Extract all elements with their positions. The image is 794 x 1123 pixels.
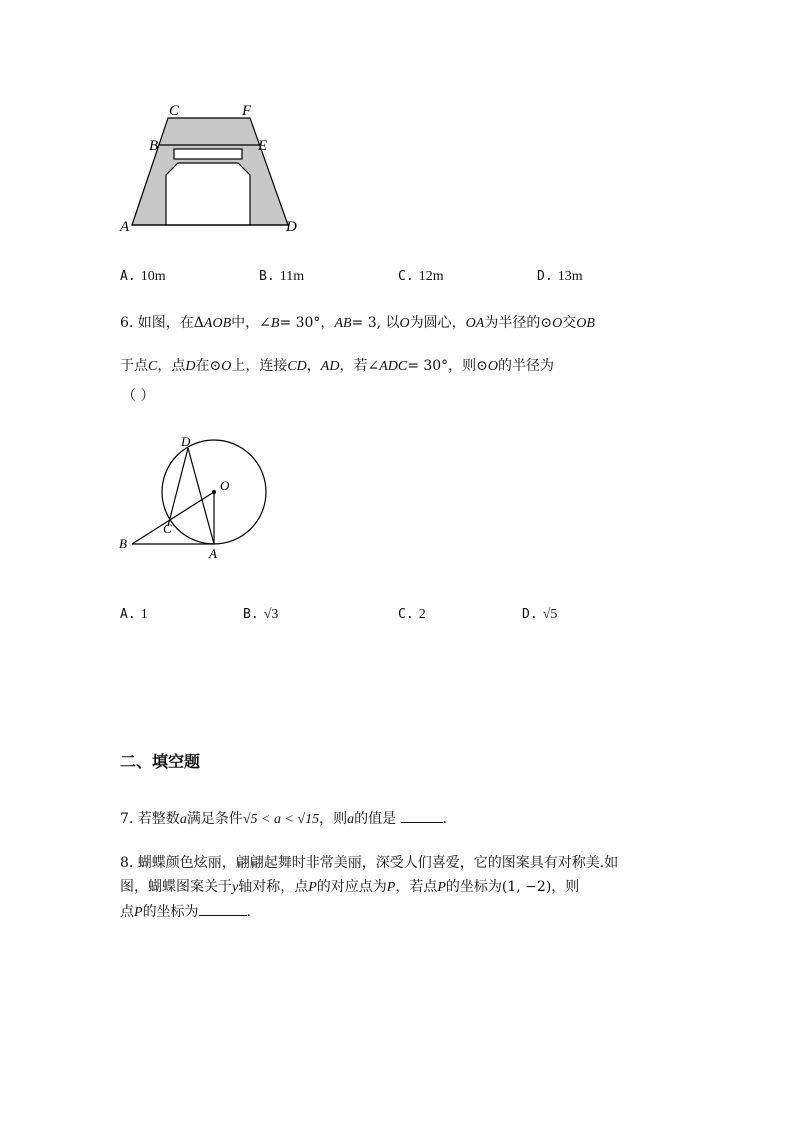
q8-line1: 8. 蝴蝶颜色炫丽，翩翩起舞时非常美丽，深受人们喜爱，它的图案具有对称美.如 xyxy=(120,855,619,871)
option-value: 2 xyxy=(418,607,426,622)
option-value: √3 xyxy=(263,607,279,622)
option-value: 11m xyxy=(279,269,305,284)
q6-answer-paren: （ ） xyxy=(122,388,155,404)
q5-option-b xyxy=(259,265,304,285)
label-D: D xyxy=(286,219,297,235)
q6-line2: 于点C，点D在⊙O上，连接CD，AD，若∠ADC= 30°，则⊙O的半径为 xyxy=(120,358,555,374)
q5-option-c xyxy=(398,265,444,285)
q7-condition: √5 < a < √15 xyxy=(242,812,320,827)
q5-option-a xyxy=(120,265,166,285)
q6-option-a xyxy=(120,603,148,623)
option-letter: A. xyxy=(120,269,136,284)
q6-option-b xyxy=(243,603,278,623)
option-letter: B. xyxy=(259,269,275,284)
q5-option-d xyxy=(537,265,583,285)
option-letter: C. xyxy=(398,607,414,622)
option-letter: D. xyxy=(522,607,538,622)
q8-coordinate: (1, −2) xyxy=(501,879,552,895)
label-F: F xyxy=(242,103,252,119)
option-letter: B. xyxy=(243,607,259,622)
option-letter: C. xyxy=(398,269,414,284)
q6-circle-figure xyxy=(112,432,282,562)
label-A: A xyxy=(120,219,130,235)
option-value: 10m xyxy=(140,269,166,284)
option-letter: D. xyxy=(537,269,553,284)
answer-blank[interactable] xyxy=(199,901,247,916)
option-value: 12m xyxy=(418,269,444,284)
q7-line: 7. 若整数a满足条件√5 < a < √15，则a的值是 . xyxy=(120,808,447,828)
section-heading: 二、填空题 xyxy=(120,752,201,771)
option-value: √5 xyxy=(542,607,558,622)
q6-line1: 6. 如图，在ΔAOB中，∠B= 30°，AB= 3, 以O为圆心，OA为半径的⊙O交OB xyxy=(120,315,595,331)
label-D: D xyxy=(181,434,191,449)
label-C: C xyxy=(169,103,180,119)
answer-blank[interactable] xyxy=(401,808,443,823)
option-value: 1 xyxy=(140,607,148,622)
label-B: B xyxy=(149,138,159,154)
label-C: C xyxy=(163,521,172,536)
label-O: O xyxy=(220,478,230,493)
q6-option-d xyxy=(522,603,557,623)
q6-option-c xyxy=(398,603,426,623)
q8-line3: 点P的坐标为 . xyxy=(120,901,251,921)
label-B: B xyxy=(119,536,127,551)
option-value: 13m xyxy=(557,269,583,284)
option-letter: A. xyxy=(120,607,136,622)
label-E: E xyxy=(258,138,268,154)
q5-trapezoid-figure xyxy=(110,95,310,240)
q8-line2: 图，蝴蝶图案关于y轴对称，点P的对应点为P，若点P的坐标为(1, −2)，则 xyxy=(120,879,580,895)
label-A: A xyxy=(209,546,217,561)
